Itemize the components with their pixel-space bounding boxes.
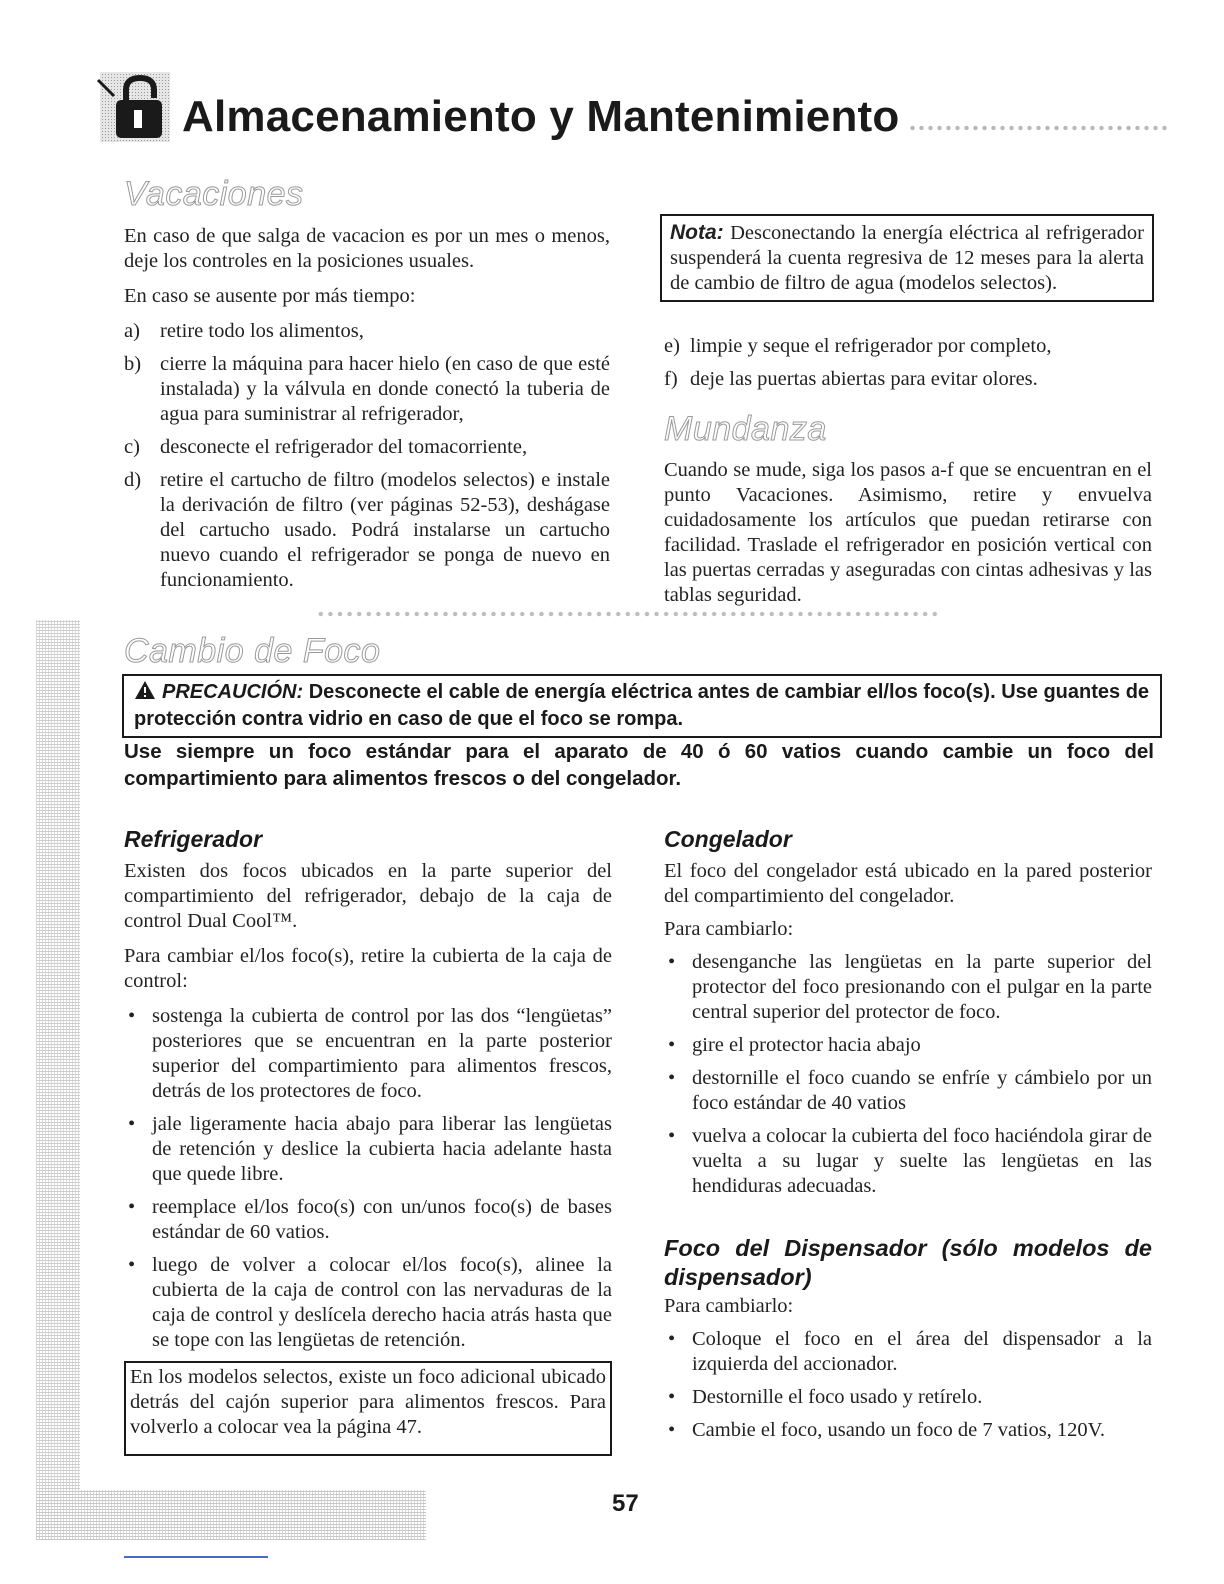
congelador-p2: Para cambiarlo: — [664, 918, 794, 940]
list-item: b) cierre la máquina para hacer hielo (en caso de que esté instalada) y la válvula en donde conectó la tuberia de agua para suministrar al refrigerador, — [124, 353, 610, 425]
list-item: • Coloque el foco en el área del dispensador a la izquierda del accionador. — [668, 1328, 1152, 1375]
list-item: f) deje las puertas abiertas para evitar olores. — [664, 368, 1038, 390]
cambio-heading: Cambio de Foco — [124, 632, 381, 670]
list-item: • vuelva a colocar la cubierta del foco haciéndola girar de vuelta a su lugar y suelte las lengüetas en las hendiduras adecuadas. — [668, 1125, 1152, 1197]
mudanza-heading: Mundanza — [664, 410, 827, 448]
congelador-heading: Congelador — [664, 826, 792, 852]
padlock-icon — [96, 68, 174, 146]
mudanza-text: Cuando se mude, siga los pasos a-f que se encuentran en el punto Vacaciones. Asimismo, retire y envuelva cuidadosamente los artículos que puedan retirarse con facilidad. Traslade el refrigerador en posición vertical con las puertas cerradas y aseguradas con cintas adhesivas y las tablas seguridad. — [664, 459, 1152, 606]
vacaciones-p1: En caso de que salga de vacacion es por un mes o menos, deje los controles en la posiciones usuales. — [124, 225, 610, 272]
list-item: • reemplace el/los foco(s) con un/unos foco(s) de bases estándar de 60 vatios. — [128, 1196, 612, 1243]
refrigerador-bullets — [124, 1004, 612, 1353]
vacaciones-list-cont — [664, 334, 1152, 400]
bold-notice: Use siempre un foco estándar para el aparato de 40 ó 60 vatios cuando cambie un foco del compartimiento para alimentos frescos o del congelador. — [124, 740, 1154, 790]
list-item: • sostenga la cubierta de control por las dos “lengüetas” posteriores que se encuentran en la parte posterior superior del compartimiento para alimentos frescos, detrás de los protectores de foco. — [128, 1005, 612, 1102]
dispensador-heading: Foco del Dispensador (sólo modelos de dispensador) — [664, 1235, 1152, 1290]
list-item: d) retire el cartucho de filtro (modelos selectos) e instale la derivación de filtro (ver páginas 52-53), deshágase del cartucho usado. Podrá instalarse un cartucho nuevo cuando el refrigerador se ponga de nuevo en funcionamiento. — [124, 469, 610, 591]
page-number: 57 — [612, 1490, 639, 1517]
list-item: • desenganche las lengüetas en la parte superior del protector del foco presionando con el pulgar en la parte central superior del protector de foco. — [668, 951, 1152, 1023]
nota-label: Nota: — [670, 221, 724, 244]
list-item: a) retire todo los alimentos, — [124, 320, 364, 342]
footer-rule — [124, 1556, 268, 1558]
caution-label: PRECAUCIÓN: — [162, 681, 304, 703]
dispensador-section — [664, 1234, 1152, 1451]
refrigerador-p1: Existen dos focos ubicados en la parte superior del compartimiento del refrigerador, debajo de la caja de control Dual Cool™. — [124, 860, 612, 932]
caution-text: Desconecte el cable de energía eléctrica antes de cambiar el/los foco(s). Use guantes de protección contra vidrio en caso de que el foco se rompa. — [134, 681, 1150, 730]
refrigerador-heading: Refrigerador — [124, 826, 263, 852]
warning-triangle-icon — [134, 680, 156, 707]
list-item: • Destornille el foco usado y retírelo. — [668, 1386, 983, 1408]
list-item: • luego de volver a colocar el/los foco(s), alinee la cubierta de la caja de control con las nervaduras de la caja de control y deslícela derecho hacia atrás hasta que se tope con las lengüetas de retención. — [128, 1254, 612, 1351]
nota-text: Desconectando la energía eléctrica al refrigerador suspenderá la cuenta regresiva de 12 meses para la alerta de cambio de filtro de agua (modelos selectos). — [670, 222, 1145, 294]
bottom-gray-band — [36, 1490, 426, 1540]
page-title: Almacenamiento y Mantenimiento — [182, 92, 900, 141]
vacaciones-intro — [124, 224, 610, 601]
refrigerador-box: En los modelos selectos, existe un foco adicional ubicado detrás del cajón superior para alimentos frescos. Para volverlo a colocar vea la página 47. — [124, 1361, 612, 1456]
vacaciones-p2: En caso se ausente por más tiempo: — [124, 285, 416, 307]
dispensador-p1: Para cambiarlo: — [664, 1295, 794, 1317]
list-item: • jale ligeramente hacia abajo para liberar las lengüetas de retención y deslice la cubierta hacia adelante hasta que quede libre. — [128, 1113, 612, 1185]
congelador-p1: El foco del congelador está ubicado en la pared posterior del compartimiento del congelador. — [664, 860, 1152, 907]
refrigerador-section — [124, 826, 612, 1456]
congelador-bullets — [664, 950, 1152, 1199]
congelador-section — [664, 826, 1152, 1207]
list-item: • gire el protector hacia abajo — [668, 1034, 921, 1056]
list-item: • destornille el foco cuando se enfríe y cámbielo por un foco estándar de 40 vatios — [668, 1067, 1152, 1114]
section-divider-dots — [316, 610, 942, 618]
title-dot-leader — [908, 124, 1170, 132]
refrigerador-p2: Para cambiar el/los foco(s), retire la cubierta de la caja de control: — [124, 945, 612, 992]
list-item: c) desconecte el refrigerador del tomacorriente, — [124, 436, 528, 458]
caution-box — [122, 674, 1162, 738]
page-header — [96, 68, 1176, 158]
left-gray-stripe — [36, 620, 80, 1540]
vacaciones-heading: Vacaciones — [124, 175, 304, 213]
list-item: • Cambie el foco, usando un foco de 7 vatios, 120V. — [668, 1419, 1105, 1441]
list-item: e) limpie y seque el refrigerador por completo, — [664, 335, 1052, 357]
dispensador-bullets — [664, 1327, 1152, 1443]
nota-box — [660, 214, 1154, 302]
vacaciones-list — [124, 319, 610, 593]
